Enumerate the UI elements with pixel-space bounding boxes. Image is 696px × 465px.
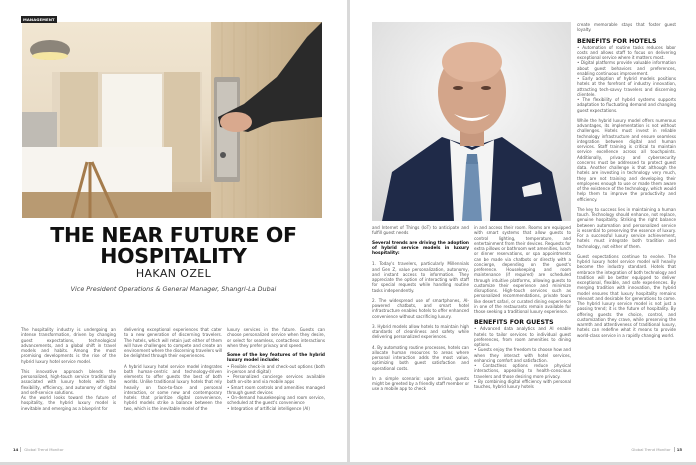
list-item: • Integration of artificial intelligence (AI)	[227, 405, 310, 411]
left-column-3	[227, 327, 325, 411]
page-number: 15	[674, 447, 682, 452]
paragraph: In a simple scenario: upon arrival, guests might be greeted by a friendly staff member or use a mobile app to check	[372, 375, 470, 392]
publication-name: Global Trend Monitor	[631, 447, 671, 452]
right-page	[350, 0, 696, 462]
paragraph: A hybrid luxury hotel service model integrates both human-centric and technology-driven elements to offer guests the best of both worlds. Unlike traditional luxury hotels that rely heavily on face-to-face and personal interaction, or some new and contemporary hotels that prioritize digital convenience, hybrid models strike a balance between the two, which is the inevitable model of the	[124, 363, 222, 411]
publication-name: Global Trend Monitor	[24, 447, 64, 452]
list-item: • The flexibility of hybrid systems supports adaptation to fluctuating demand and changing guest expectations.	[577, 97, 676, 113]
author-name: HAKAN OZEL	[135, 267, 212, 280]
benefits-guests-list	[474, 326, 571, 389]
paragraph: luxury services in the future. Guests can choose personalized service when they desire, or select for seamless, contactless interactions when they prefer privacy and speed.	[227, 327, 325, 348]
list-item: • Early adoption of hybrid models positions hotels at the forefront of industry innovation, attracting tech-savvy travelers and discerning clientele.	[577, 76, 676, 97]
paragraph: create memorable stays that foster guest loyalty.	[577, 22, 676, 33]
left-column-2	[124, 327, 222, 416]
paragraph: 3. Hybrid models allow hotels to maintain high standards of cleanliness and safety while delivering personalized experiences.	[372, 323, 469, 340]
list-item: • By combining digital efficiency with personal touches, hybrid luxury hotels	[474, 378, 571, 389]
paragraph: The key to success lies in maintaining a human touch. Technology should enhance, not replace, genuine hospitality. Striking the right balance between automation and personalized service is essential to preserving the essence of luxury. For a successful luxury service achievement, hotels must integrate both tradition and technology, not either of them.	[577, 206, 676, 249]
right-column-1	[372, 225, 469, 397]
section-tag: MANAGEMENT	[23, 17, 55, 22]
right-column-2	[474, 225, 571, 389]
author-role: Vice President Operations & General Manager, Shangri-La Dubai	[70, 285, 277, 293]
author-portrait-image	[372, 22, 571, 221]
features-heading: Some of the key features of the hybrid luxury model include:	[227, 353, 325, 364]
list-item: • Digital platforms provide valuable information about guest behaviors and preferences, enabling continuous improvement.	[577, 60, 676, 76]
hotel-room-door-image	[22, 22, 322, 218]
paragraph: 2. The widespread use of smartphones, AI-powered chatbots, and smart hotel infrastructure enables hotels to offer enhanced convenience without sacrificing luxury.	[372, 297, 469, 319]
page-number: 14	[13, 447, 21, 452]
paragraph: This innovative approach blends the personalized, high-touch service traditionally associated with luxury hotels with the flexibility, efficiency, and autonomy of digital and self-service solutions.	[21, 368, 116, 395]
benefits-hotels-heading: BENEFITS FOR HOTELS	[577, 37, 657, 45]
benefits-hotels-list	[577, 45, 676, 113]
hotel-room-door-photo	[22, 22, 322, 218]
features-list	[227, 364, 325, 411]
article-title-line-1: THE NEAR FUTURE OF	[50, 223, 297, 247]
article-title-line-2: HOSPITALITY	[100, 244, 247, 268]
paragraph: Guest expectations continue to evolve. The hybrid luxury hotel service model will heavily become the industry standard. Hotels that embrace the integration of both technology and tradition will be better equipped to deliver exceptional, flexible, and safe experiences. By merging tradition with innovation, the hybrid model ensures that luxury hospitality remains relevant and desirable for generations to come. The hybrid luxury service model is not just a passing trend; it is the future of hospitality. By offering guests the choice, control, and customization they crave, while preserving the warmth and attentiveness of traditional luxury, hotels can redefine what it means to provide world-class service in a rapidly changing world.	[577, 253, 676, 338]
paragraph: As the world looks toward the future of hospitality, the hybrid luxury model is inevitable and emerging as a blueprint for	[21, 395, 116, 411]
author-portrait-photo	[372, 22, 571, 221]
paragraph: in and access their room. Rooms are equipped with smart systems that allow guests to control lighting, temperature, and entertainment from their devices. Requests for extra pillows or bathroom wet amenities, lunch or dinner reservations, or spa appointments can be made via chatbots or directly with a concierge, depending on the guest's preference. Housekeeping and room maintenance (if required) are scheduled through intuitive platforms, allowing guests to customize their experience and minimize disruptions. High-touch services such as personalized recommendations, private tours like desert safari, or curated dining experience in one of the restaurants remain available for those seeking a traditional luxury experience.	[474, 225, 571, 314]
paragraph: The hospitality industry is undergoing an intense transformation, driven by changing guest expectations, technological advancements, and a global shift in travel models and habits. Among the most promising developments is the rise of the hybrid luxury hotel service model.	[21, 327, 116, 364]
paragraph: 1. Today's travelers, particularly Millennials and Gen Z, value personalization, autonomy, and instant access to information. They appreciate the option of interacting with staff for special requests while handling routine tasks independently.	[372, 261, 469, 293]
left-page	[0, 0, 347, 462]
left-footer	[13, 447, 64, 452]
list-item: • Smart room controls and amenities managed through guest devices	[227, 384, 325, 395]
right-column-3	[577, 22, 676, 343]
right-footer	[631, 447, 682, 452]
trends-heading: Several trends are driving the adoption of hybrid service models in luxury hospitality:	[372, 240, 469, 256]
paragraph: While the hybrid luxury model offers numerous advantages, its implementation is not without challenges. Hotels must invest in reliable technology infrastructure and ensure seamless integration between digital and human services. Staff training is critical to maintain service excellence across all touchpoints. Additionally, privacy and cybersecurity concerns must be addressed to protect guest data. Another challenge is that although the hotels are investing in technology very much, they are not training and developing their employees enough to use or made them aware of the existence of the technology, which would help them to improve the productivity and efficiency.	[577, 117, 676, 202]
list-item: • On-demand housekeeping and room service, scheduled at the guest's convenience	[227, 395, 325, 406]
list-item: • Personalized concierge services available both on-site and via mobile apps	[227, 374, 325, 385]
list-item: • Automation of routine tasks reduces labor costs and allows staff to focus on delivering exceptional service where it matters most.	[577, 44, 676, 60]
paragraph: and Internet of Things (IoT) to anticipate and fulfill guest needs	[372, 225, 469, 236]
benefits-guests-heading: BENEFITS FOR GUESTS	[474, 319, 554, 327]
left-column-1	[21, 327, 116, 416]
list-item: • Guests enjoy the freedom to choose how and when they interact with hotel services, enhancing comfort and satisfaction.	[474, 347, 571, 363]
list-item: • Flexible check-in and check-out options (both in-person and digital)	[227, 363, 325, 374]
list-item: • Advanced data analytics and AI enable hotels to tailor services to individual guest preferences, from room amenities to dining options.	[474, 326, 571, 347]
list-item: • Contactless options reduce physical interactions, appealing to health-conscious travelers and those desiring more privacy.	[474, 363, 571, 379]
paragraph: 4. By automating routine processes, hotels can allocate human resources to areas where personal interaction adds the most value, optimizing both guest satisfaction and operational costs.	[372, 344, 469, 371]
paragraph: delivering exceptional experiences that cater to a new generation of discerning travelers. The hotels, which will retain just either of them will have challenges to compete and create an environment where the discerning travelers will be delighted through their experiences.	[124, 327, 223, 359]
